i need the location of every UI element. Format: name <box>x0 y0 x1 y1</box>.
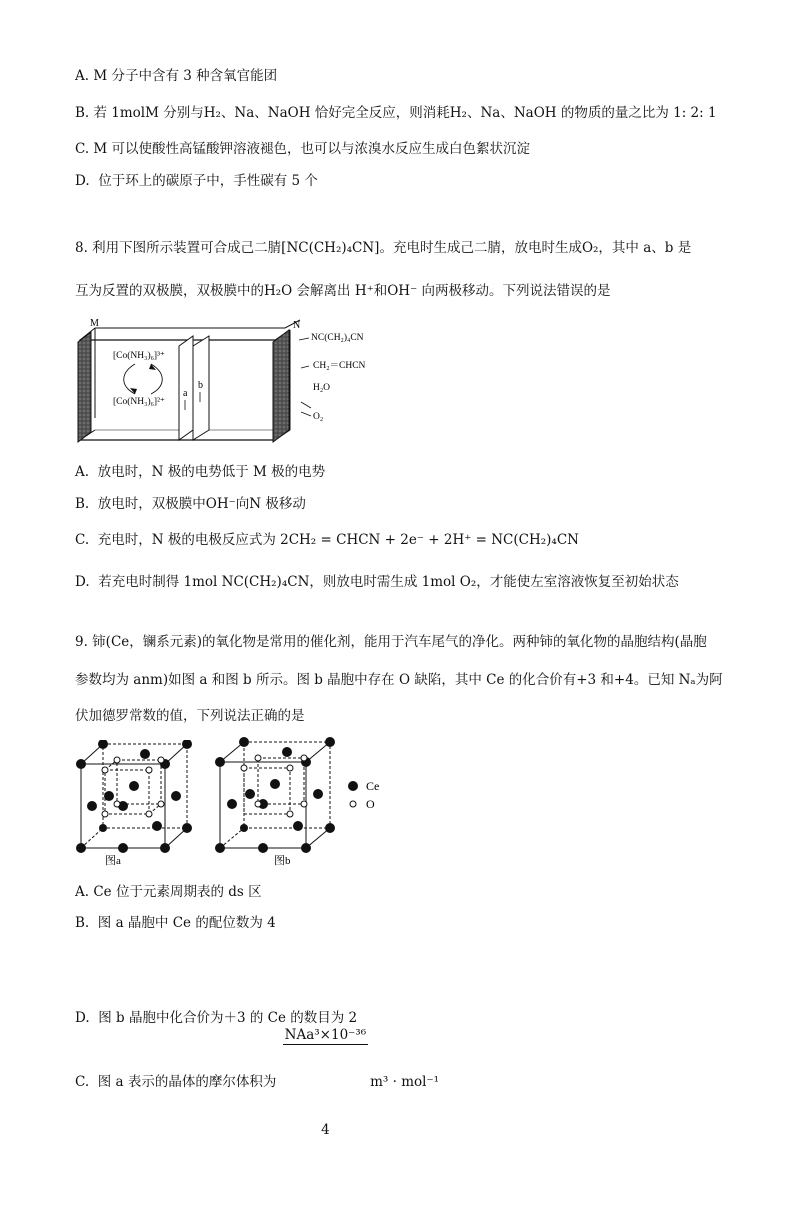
q8-stem-line2: 互为反置的双极膜，双极膜中的H₂O 会解离出 H⁺和OH⁻ 向两极移动。下列说法错误的是 <box>75 283 611 299</box>
electrode-n <box>273 330 289 442</box>
caption-fig-a: 图a <box>105 855 121 867</box>
label-a: a <box>183 388 188 399</box>
electrolysis-cell-diagram <box>75 318 395 450</box>
q8-option-a: A. 放电时，N 极的电势低于 M 极的电势 <box>75 464 326 480</box>
complex-co3: [Co(NH₃)₆]³⁺ <box>113 351 165 361</box>
molar-volume-fraction <box>283 950 368 1215</box>
q8-stem-line1: 8. 利用下图所示装置可合成己二腈[NC(CH₂)₄CN]。充电时生成己二腈，放电时生成O₂，其中 a、b 是 <box>75 240 692 256</box>
complex-co2: [Co(NH₃)₆]²⁺ <box>113 397 165 407</box>
label-acrylonitrile: CH₂＝CHCN <box>313 361 366 371</box>
legend-ce-label: Ce <box>366 779 380 793</box>
caption-fig-b: 图b <box>274 855 291 867</box>
legend-o-label: O <box>366 797 375 811</box>
q9-option-d: D. 图 b 晶胞中化合价为＋3 的 Ce 的数目为 2 <box>75 1010 358 1026</box>
crystal-cell-a <box>75 740 205 868</box>
q8-option-c: C. 充电时，N 极的电极反应式为 2CH₂ = CHCN + 2e⁻ + 2H⁺ = NC(CH₂)₄CN <box>75 532 579 548</box>
label-m: M <box>90 318 99 329</box>
q9-stem-line2: 参数均为 anm)如图 a 和图 b 所示。图 b 晶胞中存在 O 缺陷，其中 Ce 的化合价有+3 和+4。已知 Nₐ为阿 <box>75 672 723 688</box>
q9-stem-line3: 伏加德罗常数的值，下列说法正确的是 <box>75 708 305 724</box>
q9-option-b: B. 图 a 晶胞中 Ce 的配位数为 4 <box>75 915 276 931</box>
label-b: b <box>198 380 203 391</box>
ce-atoms-b <box>215 737 335 853</box>
crystal-legend <box>346 774 396 814</box>
q7-option-b: B. 若 1molM 分别与H₂、Na、NaOH 恰好完全反应，则消耗H₂、Na、NaOH 的物质的量之比为 1: 2: 1 <box>75 105 717 121</box>
label-oxygen: O₂ <box>313 412 324 422</box>
crystal-cell-b <box>214 736 344 868</box>
fraction-denominator: 4 <box>321 1122 330 1138</box>
q7-option-c: C. M 可以使酸性高锰酸钾溶液褪色，也可以与浓溴水反应生成白色絮状沉淀 <box>75 141 531 157</box>
q9-option-c: C. 图 a 表示的晶体的摩尔体积为 $\frac{\text{NAa³×10⁻³⁶}}{4}$ m³ · mol⁻¹ <box>75 950 439 1215</box>
q8-option-d: D. 若充电时制得 1mol NC(CH₂)₄CN，则放电时需生成 1mol O₂，才能使左室溶液恢复至初始状态 <box>75 574 679 590</box>
label-adiponitrile: NC(CH₂)₄CN <box>311 333 364 343</box>
label-water: H₂O <box>313 383 331 393</box>
q9-option-a: A. Ce 位于元素周期表的 ds 区 <box>75 884 262 900</box>
q8-option-b: B. 放电时，双极膜中OH⁻向N 极移动 <box>75 496 306 512</box>
fraction-numerator: NAa³×10⁻³⁶ <box>284 1027 367 1043</box>
molar-volume-unit: m³ · mol⁻¹ <box>370 1074 439 1090</box>
q7-option-a: A. M 分子中含有 3 种含氧官能团 <box>75 68 278 84</box>
electrode-m <box>78 332 91 442</box>
ce-atoms-a <box>76 740 192 853</box>
label-n: N <box>293 320 301 331</box>
q7-option-d: D. 位于环上的碳原子中，手性碳有 5 个 <box>75 173 318 189</box>
q9-stem-line1: 9. 铈(Ce，镧系元素)的氧化物是常用的催化剂，能用于汽车尾气的净化。两种铈的氧化物的晶胞结构(晶胞 <box>75 634 707 650</box>
